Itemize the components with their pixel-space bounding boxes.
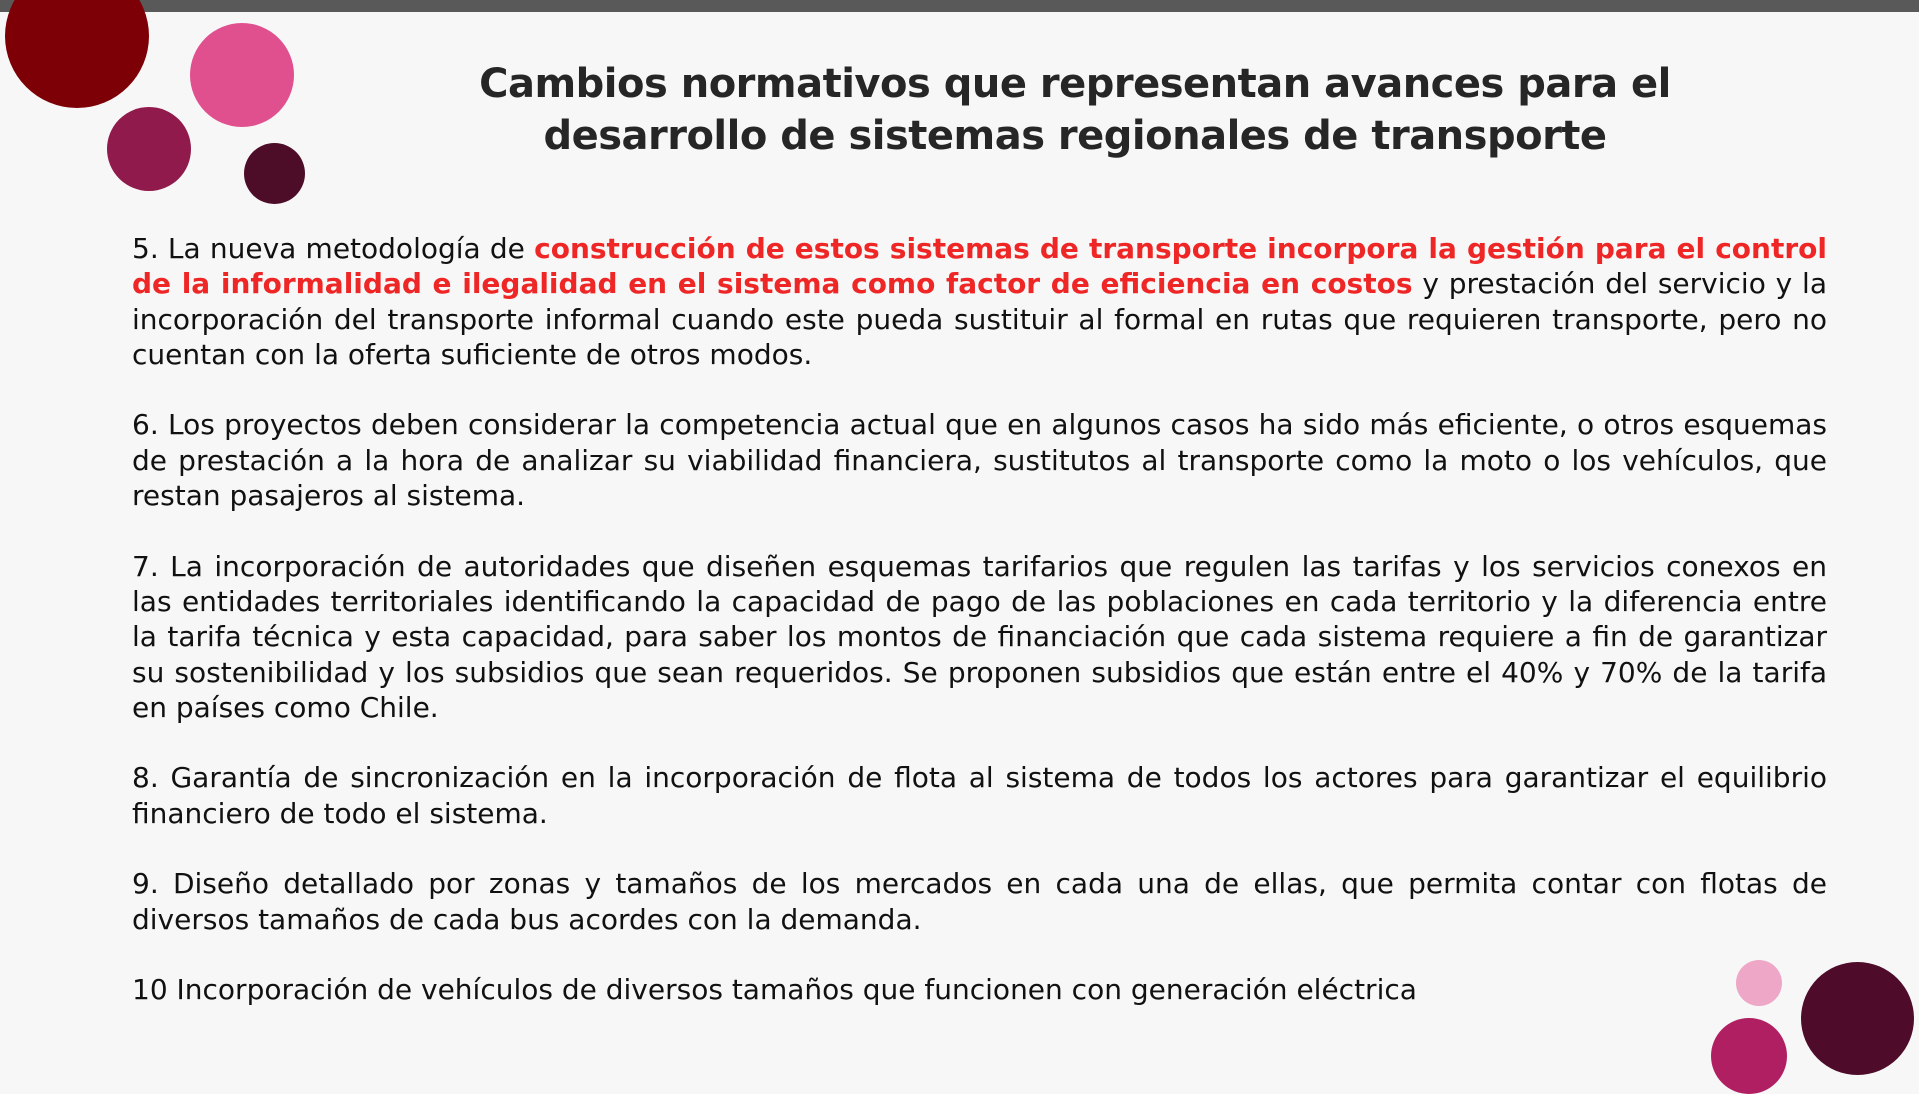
- top-bar: [0, 0, 1919, 12]
- item-5-highlight: construcción de estos sistemas de transporte incorpora la gestión para el control de la informalidad e ilegalidad en el sistema como factor de eficiencia en costos: [132, 232, 1827, 301]
- item-5: [132, 231, 1827, 372]
- item-6: 6. Los proyectos deben considerar la competencia actual que en algunos casos ha sido más eficiente, o otros esquemas de prestación a la hora de analizar su viabilidad financiera, sustitutos al transporte como la moto o los vehículos, que restan pasajeros al sistema.: [132, 408, 1827, 513]
- decorative-circle-plum: [244, 143, 305, 204]
- item-5-intro: 5. La nueva metodología de: [132, 232, 535, 265]
- slide-title: Cambios normativos que representan avances para el desarrollo de sistemas regionales de transporte: [479, 61, 1671, 159]
- decorative-circle-magenta: [107, 107, 191, 191]
- slide-body: [132, 231, 1827, 1008]
- item-8: 8. Garantía de sincronización en la incorporación de flota al sistema de todos los actores para garantizar el equilibrio financiero de todo el sistema.: [132, 761, 1827, 830]
- decorative-circle-raspberry: [1711, 1018, 1787, 1094]
- item-9: 9. Diseño detallado por zonas y tamaños de los mercados en cada una de ellas, que permita contar con flotas de diversos tamaños de cada bus acordes con la demanda.: [132, 867, 1827, 936]
- item-7: 7. La incorporación de autoridades que diseñen esquemas tarifarios que regulen las tarifas y los servicios conexos en las entidades territoriales identificando la capacidad de pago de las poblaciones en cada territorio y la diferencia entre la tarifa técnica y esta capacidad, para saber los montos de financiación que cada sistema requiere a fin de garantizar su sostenibilidad y los subsidios que sean requeridos. Se proponen subsidios que están entre el 40% y 70% de la tarifa en países como Chile.: [132, 549, 1827, 724]
- item-10: 10 Incorporación de vehículos de diversos tamaños que funcionen con generación eléctrica: [132, 973, 1417, 1007]
- decorative-circle-dark-red: [5, 0, 149, 108]
- decorative-circle-pink: [190, 23, 294, 127]
- item-5-rest: y prestación del servicio y la incorporación del transporte informal cuando este pueda sustituir al formal en rutas que requieren transporte, pero no cuentan con la oferta suficiente de otros modos.: [132, 267, 1827, 371]
